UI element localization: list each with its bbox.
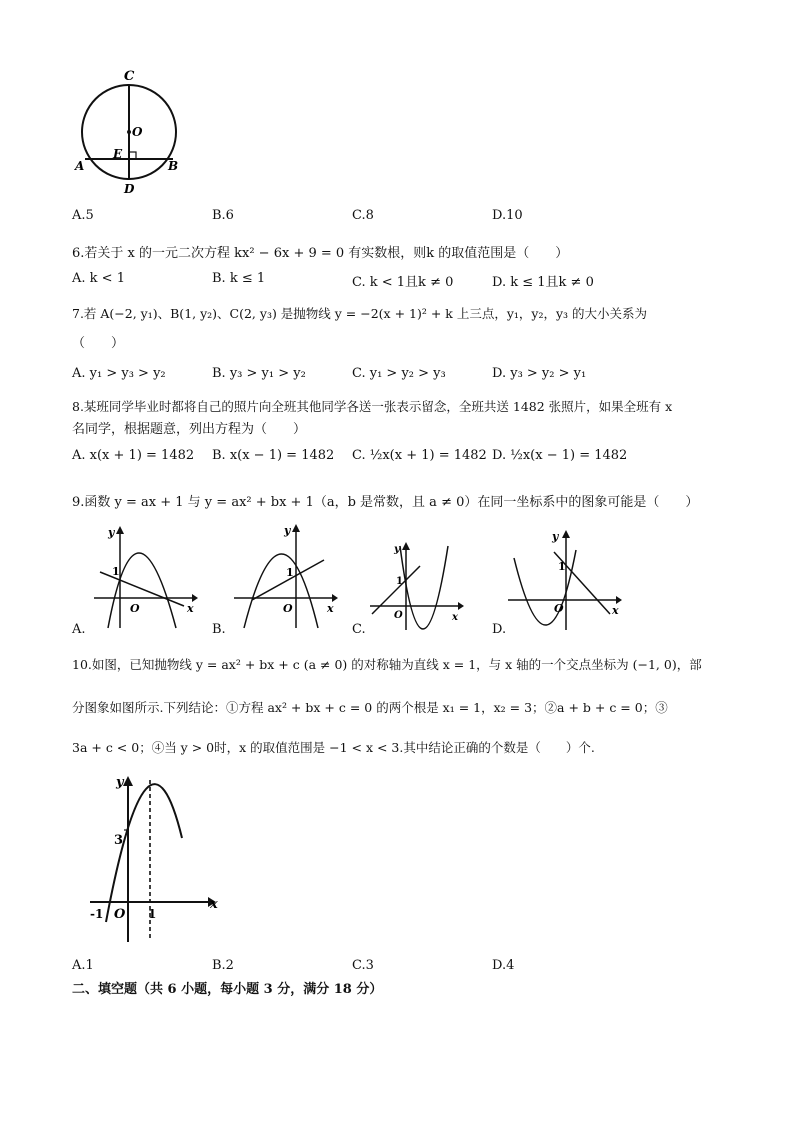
- svg-text:y: y: [552, 530, 559, 543]
- svg-text:x: x: [210, 897, 218, 912]
- q10-stem-line3: 3a + c < 0；④当 y > 0时，x 的取值范围是 −1 < x < 3.其中结论正确的个数是（ ）个.: [72, 740, 595, 755]
- q7-option-b[interactable]: B. y₃ > y₁ > y₂: [212, 366, 306, 381]
- q7-stem-line1: 7.若 A(−2, y₁)、B(1, y₂)、C(2, y₃) 是抛物线 y = −2(x + 1)² + k 上三点，y₁，y₂，y₃ 的大小关系为: [72, 306, 648, 321]
- q8-option-c[interactable]: C. ½x(x + 1) = 1482: [352, 448, 487, 463]
- svg-text:1: 1: [112, 565, 120, 578]
- q10-stem-line2: 分图象如图所示.下列结论：①方程 ax² + bx + c = 0 的两个根是 x₁ = 1，x₂ = 3；②a + b + c = 0；③: [72, 700, 668, 715]
- q9-option-d[interactable]: D.: [492, 622, 507, 637]
- label-c: C: [124, 69, 135, 84]
- svg-text:O: O: [130, 602, 140, 615]
- q6-option-b[interactable]: B. k ≤ 1: [212, 271, 266, 286]
- q9-graph-a: [90, 522, 200, 632]
- svg-text:1: 1: [558, 560, 566, 573]
- label-b: B: [168, 159, 179, 173]
- q10-option-c[interactable]: C.3: [352, 958, 374, 973]
- svg-text:O: O: [283, 602, 293, 615]
- q8-option-d[interactable]: D. ½x(x − 1) = 1482: [492, 448, 628, 463]
- q9-graph-b: [230, 520, 340, 632]
- svg-text:y: y: [284, 524, 291, 537]
- section-heading: 二、填空题（共 6 小题，每小题 3 分，满分 18 分）: [72, 982, 383, 997]
- q5-option-d[interactable]: D.10: [492, 208, 523, 223]
- svg-text:3: 3: [114, 833, 124, 848]
- label-o: O: [132, 125, 143, 139]
- svg-text:1: 1: [286, 566, 294, 579]
- svg-text:x: x: [187, 602, 194, 615]
- q9-option-a[interactable]: A.: [72, 622, 86, 637]
- label-d: D: [124, 182, 135, 196]
- q8-stem-line2: 名同学，根据题意，列出方程为（ ）: [72, 422, 307, 437]
- svg-text:O: O: [554, 602, 564, 615]
- q6-option-c[interactable]: C. k < 1且k ≠ 0: [352, 275, 454, 290]
- svg-text:1: 1: [396, 576, 403, 587]
- svg-text:x: x: [612, 604, 619, 617]
- q8-stem-line1: 8.某班同学毕业时都将自己的照片向全班其他同学各送一张表示留念，全班共送 1482 张照片，如果全班有 x: [72, 399, 673, 414]
- svg-text:y: y: [394, 544, 400, 555]
- svg-text:x: x: [327, 602, 334, 615]
- svg-text:y: y: [108, 526, 115, 539]
- q7-option-a[interactable]: A. y₁ > y₃ > y₂: [72, 366, 166, 381]
- q10-option-a[interactable]: A.1: [72, 958, 94, 973]
- label-e: E: [113, 147, 123, 161]
- q10-stem-line1: 10.如图，已知抛物线 y = ax² + bx + c (a ≠ 0) 的对称轴为直线 x = 1，与 x 轴的一个交点坐标为 (−1, 0)，部: [72, 657, 702, 672]
- q5-option-c[interactable]: C.8: [352, 208, 374, 223]
- q5-option-b[interactable]: B.6: [212, 208, 234, 223]
- svg-text:y: y: [116, 775, 124, 790]
- circle-figure: [72, 66, 192, 200]
- q7-option-d[interactable]: D. y₃ > y₂ > y₁: [492, 366, 587, 381]
- q6-option-d[interactable]: D. k ≤ 1且k ≠ 0: [492, 275, 594, 290]
- q10-option-d[interactable]: D.4: [492, 958, 515, 973]
- q7-option-c[interactable]: C. y₁ > y₂ > y₃: [352, 366, 446, 381]
- q5-option-a[interactable]: A.5: [72, 208, 94, 223]
- q9-option-c[interactable]: C.: [352, 622, 366, 637]
- label-a: A: [75, 159, 85, 173]
- q9-graph-d: [506, 526, 626, 632]
- svg-text:-1: -1: [90, 907, 104, 921]
- q10-graph: [84, 772, 224, 948]
- q8-option-a[interactable]: A. x(x + 1) = 1482: [72, 448, 195, 463]
- q10-option-b[interactable]: B.2: [212, 958, 234, 973]
- q7-stem-line2: （ ）: [72, 336, 125, 351]
- svg-text:1: 1: [148, 907, 157, 921]
- svg-text:x: x: [452, 612, 458, 623]
- q8-option-b[interactable]: B. x(x − 1) = 1482: [212, 448, 335, 463]
- q9-option-b[interactable]: B.: [212, 622, 226, 637]
- q6-stem: 6.若关于 x 的一元二次方程 kx² − 6x + 9 = 0 有实数根，则k 的取值范围是（ ）: [72, 246, 569, 261]
- svg-text:O: O: [114, 907, 126, 922]
- q6-option-a[interactable]: A. k < 1: [72, 271, 125, 286]
- svg-text:O: O: [394, 610, 403, 621]
- q9-stem: 9.函数 y = ax + 1 与 y = ax² + bx + 1（a，b 是常数，且 a ≠ 0）在同一坐标系中的图象可能是（ ）: [72, 495, 699, 510]
- q9-graph-c: [366, 536, 466, 632]
